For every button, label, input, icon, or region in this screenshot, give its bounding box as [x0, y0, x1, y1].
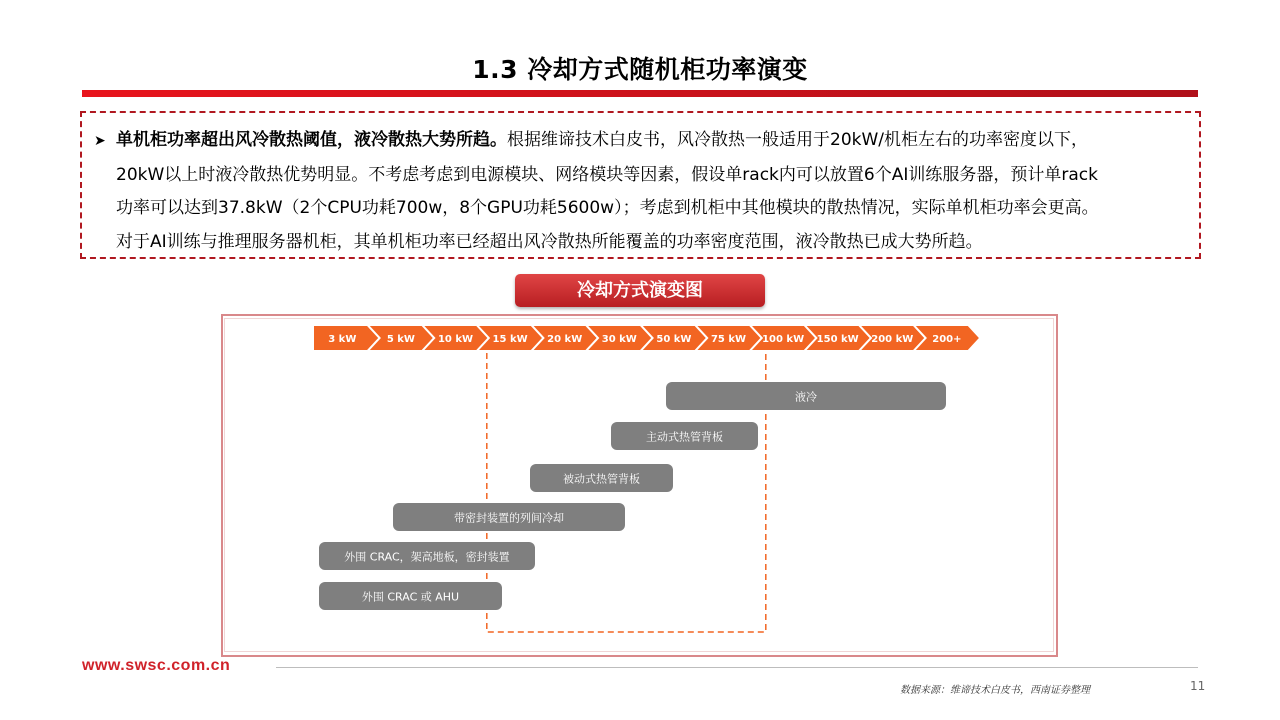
footer-divider	[276, 667, 1198, 668]
summary-line-4: 对于AI训练与推理服务器机柜，其单机柜功率已经超出风冷散热所能覆盖的功率密度范围，液冷散热已成大势所趋。	[116, 231, 983, 252]
page-title: 1.3 冷却方式随机柜功率演变	[472, 55, 808, 84]
diagram-title: 冷却方式演变图	[515, 274, 765, 307]
power-step-label: 50 kW	[656, 334, 692, 345]
power-step-label: 15 kW	[492, 334, 528, 345]
power-step-label: 5 kW	[386, 334, 415, 345]
power-step-label: 20 kW	[547, 334, 583, 345]
cooling-method-label: 被动式热管背板	[563, 472, 640, 486]
power-step-label: 30 kW	[601, 334, 637, 345]
power-step-label: 75 kW	[710, 334, 747, 345]
power-step-label: 200+	[932, 334, 962, 345]
cooling-method-label: 液冷	[795, 390, 817, 404]
summary-line-2: 20kW以上时液冷散热优势明显。不考虑考虑到电源模块、网络模块等因素，假设单rack内可以放置6个AI训练服务器，预计单rack	[116, 164, 1098, 185]
data-source: 数据来源：维谛技术白皮书，西南证券整理	[900, 685, 1090, 696]
cooling-method-label: 外围 CRAC，架高地板，密封装置	[344, 550, 510, 564]
summary-line-3: 功率可以达到37.8kW（2个CPU功耗700w，8个GPU功耗5600w）；考虑到机柜中其他模块的散热情况，实际单机柜功率会更高。	[116, 198, 1099, 218]
power-step-label: 3 kW	[328, 334, 357, 345]
page-number: 11	[1190, 679, 1206, 693]
power-step-label: 100 kW	[762, 334, 805, 345]
summary-lead: 单机柜功率超出风冷散热阈值，液冷散热大势所趋。	[116, 130, 507, 150]
power-step-label: 150 kW	[816, 334, 859, 345]
summary-line-1: 根据维谛技术白皮书，风冷散热一般适用于20kW/机柜左右的功率密度以下，	[507, 130, 1089, 150]
footer-url[interactable]: www.swsc.com.cn	[82, 657, 231, 674]
power-step-label: 200 kW	[871, 334, 914, 345]
cooling-method-label: 外围 CRAC 或 AHU	[361, 590, 460, 604]
triangle-arrow-icon: ➤	[94, 133, 106, 149]
cooling-method-label: 主动式热管背板	[646, 430, 723, 444]
cooling-method-label: 带密封装置的列间冷却	[454, 511, 564, 525]
power-step-label: 10 kW	[437, 334, 474, 345]
